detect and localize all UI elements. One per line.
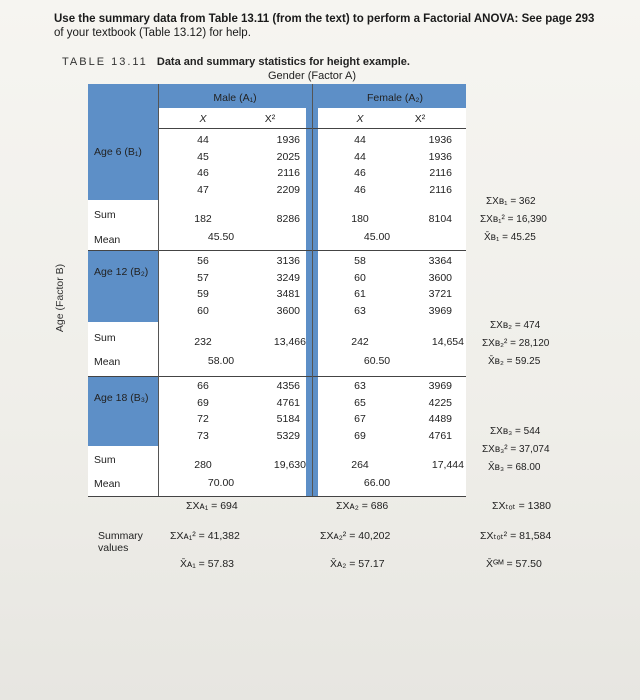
group-label-age12: Age 12 (B₂) bbox=[94, 266, 149, 278]
group1-mean-label: Mean bbox=[94, 234, 121, 246]
factor-a-label: Gender (Factor A) bbox=[268, 70, 357, 82]
group3-female-sum-x2: 17,444 bbox=[431, 459, 464, 471]
table-title: Data and summary statistics for height example. bbox=[156, 56, 410, 68]
summary-male-sum: ΣXᴀ₁ = 694 bbox=[186, 500, 238, 512]
group1-female-x: 44 44 46 46 bbox=[354, 134, 366, 196]
summary-female-mean: X̄ᴀ₂ = 57.17 bbox=[330, 558, 385, 570]
summary-total-sum: ΣXₜₒₜ = 1380 bbox=[492, 500, 551, 512]
instruction-text bbox=[54, 12, 614, 40]
table-bottom-line bbox=[88, 496, 466, 497]
group1-female-sum-x2: 8104 bbox=[428, 213, 452, 225]
group2-female-x2: 3364 3600 3721 3969 bbox=[428, 255, 452, 317]
group2-row-sum: ΣXʙ₂ = 474 bbox=[490, 320, 541, 331]
group2-male-mean: 58.00 bbox=[207, 355, 235, 367]
vline-left bbox=[158, 84, 159, 496]
summary-male-sum-x2: ΣXᴀ₁² = 41,382 bbox=[170, 530, 240, 542]
group3-row-sum-x2: ΣXʙ₃² = 37,074 bbox=[482, 444, 550, 455]
group2-female-x: 58 60 61 63 bbox=[354, 255, 366, 317]
summary-male-mean: X̄ᴀ₁ = 57.83 bbox=[180, 558, 234, 570]
header-male-x: X bbox=[199, 113, 207, 125]
group1-female-x2: 1936 1936 2116 2116 bbox=[428, 134, 452, 196]
instruction-normal: of your textbook (Table 13.12) for help. bbox=[54, 27, 251, 39]
group1-male-sum-x2: 8286 bbox=[276, 213, 300, 225]
group1-male-mean: 45.50 bbox=[207, 231, 235, 243]
summary-total-sum-x2: ΣXₜₒₜ² = 81,584 bbox=[480, 530, 552, 542]
summary-female-sum: ΣXᴀ₂ = 686 bbox=[336, 500, 389, 512]
group3-female-mean: 66.00 bbox=[363, 477, 391, 489]
group2-male-sum-x2: 13,466 bbox=[273, 336, 306, 348]
group2-row-sum-x2: ΣXʙ₂² = 28,120 bbox=[482, 338, 550, 349]
header-female: Female (A₂) bbox=[366, 92, 423, 104]
group-divider-1 bbox=[88, 250, 466, 251]
group2-sum-label: Sum bbox=[94, 332, 116, 344]
header-female-x: X bbox=[356, 113, 364, 125]
instruction-bold: Use the summary data from Table 13.11 (from the text) to perform a Factorial ANOVA: See page 293 bbox=[54, 13, 595, 25]
group3-sum-label: Sum bbox=[94, 454, 116, 466]
group1-row-mean: X̄ʙ₁ = 45.25 bbox=[484, 232, 536, 243]
header-female-x2: X² bbox=[414, 113, 426, 125]
group-label-age18: Age 18 (B₃) bbox=[94, 392, 149, 404]
group1-female-sum: 180 bbox=[351, 213, 369, 225]
table-caption bbox=[62, 56, 410, 68]
group1-male-x2: 1936 2025 2116 2209 bbox=[276, 134, 300, 196]
group2-male-sum: 232 bbox=[194, 336, 212, 348]
group1-female-mean: 45.00 bbox=[363, 231, 391, 243]
group3-female-sum: 264 bbox=[351, 459, 369, 471]
group3-row-mean: X̄ʙ₃ = 68.00 bbox=[488, 462, 541, 473]
group3-row-sum: ΣXʙ₃ = 544 bbox=[490, 426, 541, 437]
group2-female-sum-x2: 14,654 bbox=[431, 336, 464, 348]
group3-male-sum: 280 bbox=[194, 459, 212, 471]
factor-b-label: Age (Factor B) bbox=[54, 263, 67, 333]
group2-female-sum: 242 bbox=[351, 336, 369, 348]
group3-male-x2: 4356 4761 5184 5329 bbox=[276, 380, 300, 442]
group3-male-sum-x2: 19,630 bbox=[273, 459, 306, 471]
group-divider-2 bbox=[88, 376, 466, 377]
group-label-age6: Age 6 (B₁) bbox=[94, 146, 142, 158]
group1-male-x: 44 45 46 47 bbox=[197, 134, 209, 196]
group1-row-sum-x2: ΣXʙ₁² = 16,390 bbox=[480, 214, 547, 225]
group2-male-x2: 3136 3249 3481 3600 bbox=[276, 255, 300, 317]
group2-male-x: 56 57 59 60 bbox=[197, 255, 209, 317]
group3-mean-label: Mean bbox=[94, 478, 121, 490]
group1-row-sum: ΣXʙ₁ = 362 bbox=[486, 196, 536, 207]
group2-female-mean: 60.50 bbox=[363, 355, 391, 367]
summary-grand-mean: X̄ᴳᴹ = 57.50 bbox=[486, 558, 542, 570]
summary-female-sum-x2: ΣXᴀ₂² = 40,202 bbox=[320, 530, 391, 542]
group3-female-x2: 3969 4225 4489 4761 bbox=[428, 380, 452, 442]
group3-male-mean: 70.00 bbox=[207, 477, 235, 489]
table-number: TABLE 13.11 bbox=[62, 56, 148, 68]
group1-sum-label: Sum bbox=[94, 209, 116, 221]
header-male-x2: X² bbox=[264, 113, 276, 125]
header-male: Male (A₁) bbox=[213, 92, 257, 104]
group3-male-x: 66 69 72 73 bbox=[197, 380, 209, 442]
group2-mean-label: Mean bbox=[94, 356, 121, 368]
group1-male-sum: 182 bbox=[194, 213, 212, 225]
vline-mid bbox=[312, 84, 313, 496]
group2-row-mean: X̄ʙ₂ = 59.25 bbox=[488, 356, 541, 367]
summary-label: Summary values bbox=[98, 530, 143, 554]
group3-female-x: 63 65 67 69 bbox=[354, 380, 366, 442]
